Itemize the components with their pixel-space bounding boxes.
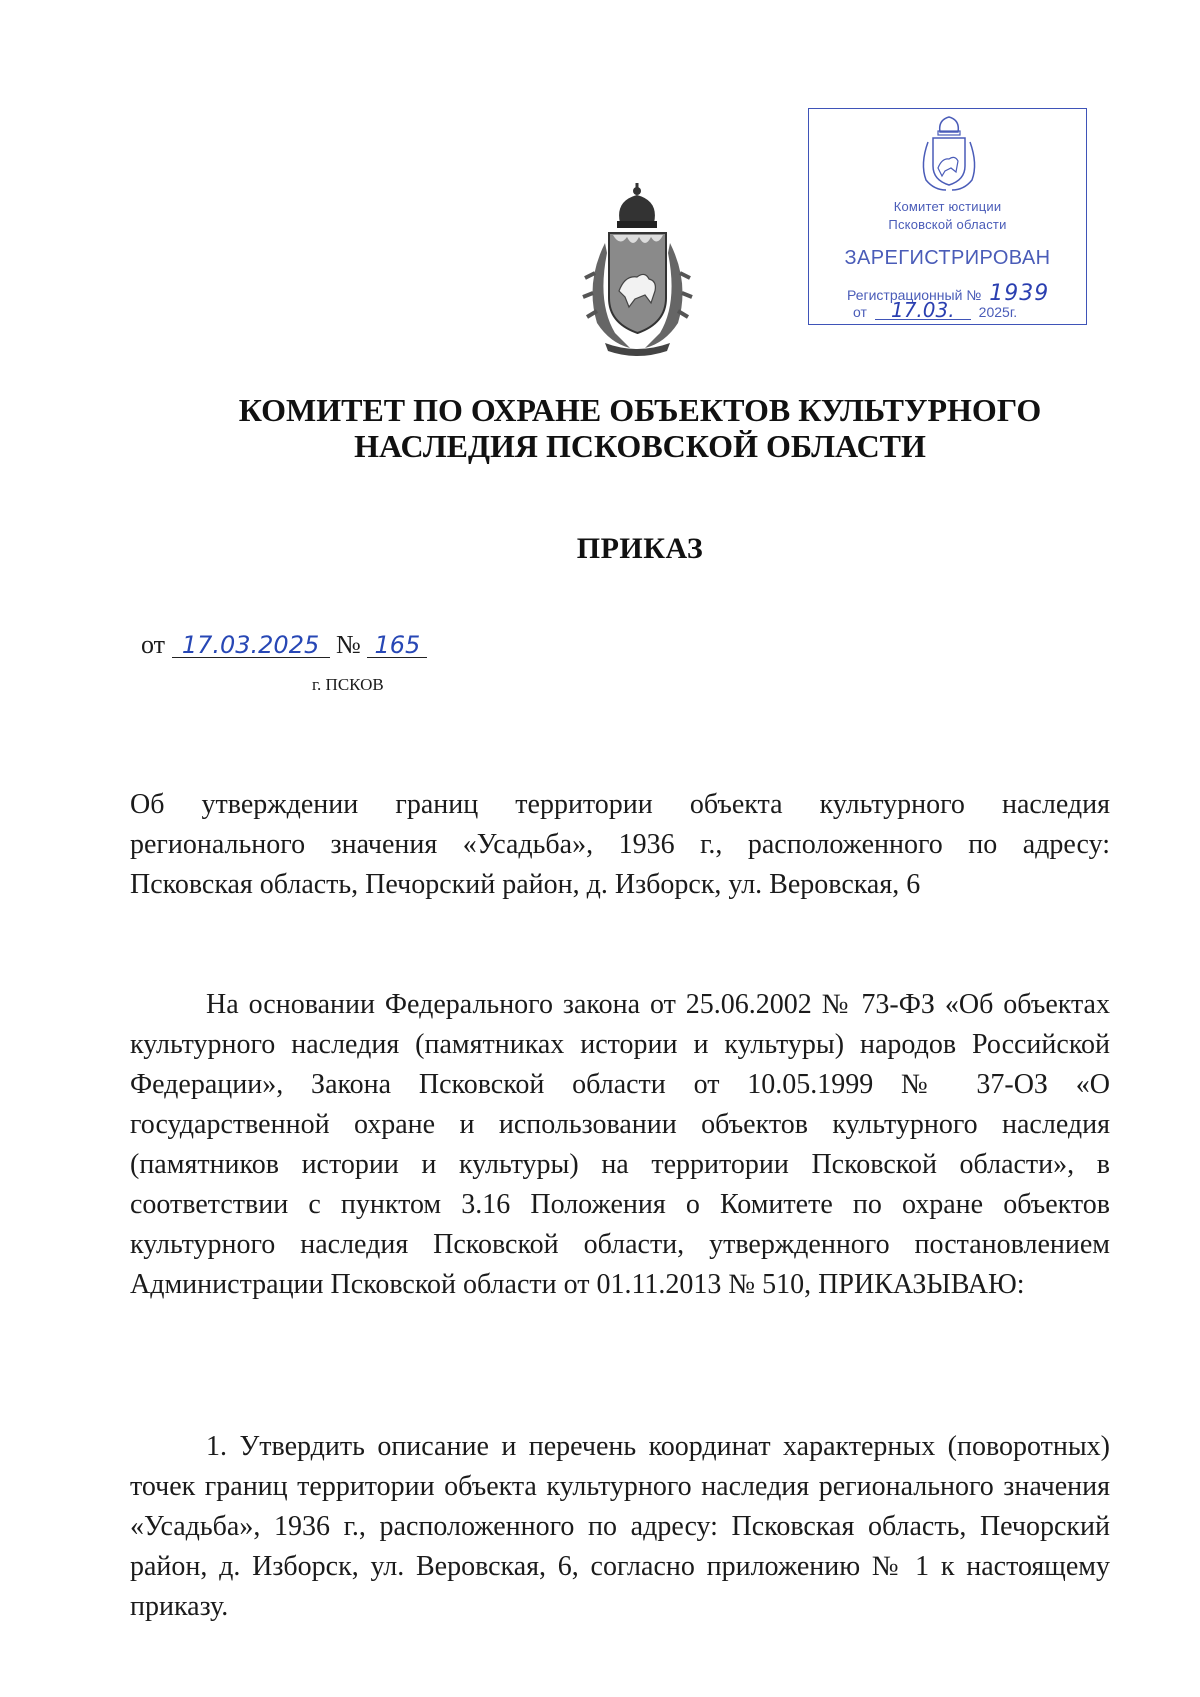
coat-of-arms-emblem [575, 183, 700, 358]
order-date-prefix: от [141, 630, 166, 659]
order-city: г. ПСКОВ [312, 675, 384, 694]
stamp-date-prefix: от [853, 304, 867, 320]
org-name-line-2: НАСЛЕДИЯ ПСКОВСКОЙ ОБЛАСТИ [354, 428, 926, 464]
order-number-prefix: № [336, 630, 361, 659]
order-date-number-line [141, 630, 427, 660]
order-subject: Об утверждении границ территории объекта культурного наследия регионального значения «Усадьба», 1936 г., расположенного по адресу: Псковская область, Печорский район, д. Изборск, ул. Веровская, 6 [130, 789, 1110, 900]
body-paragraph-basis: На основании Федерального закона от 25.06.2002 № 73-ФЗ «Об объектах культурного наследия (памятниках истории и культуры) народов Российской Федерации», Закона Псковской области от 10.05.1999 № 37-ОЗ «О государственной охране и использовании объектов культурного наследия (памятников истории и культуры) на территории Псковской области», в соответствии с пунктом 3.16 Положения о Комитете по охране объектов культурного наследия Псковской области, утвержденного постановлением Администрации Псковской области от 01.11.2013 № 510, ПРИКАЗЫВАЮ: [130, 989, 1110, 1300]
registration-stamp [808, 108, 1087, 325]
stamp-reg-number: 1939 [989, 281, 1050, 306]
order-date: 17.03.2025 [172, 633, 330, 658]
stamp-date-row [853, 298, 1018, 322]
stamp-registered-label: ЗАРЕГИСТРИРОВАН [844, 247, 1051, 269]
order-number: 165 [367, 633, 427, 658]
document-type-title: ПРИКАЗ [576, 532, 704, 565]
body-paragraph-item-1: 1. Утвердить описание и перечень координат характерных (поворотных) точек границ территории объекта культурного наследия регионального значения «Усадьба», 1936 г., расположенного по адресу: Псковская область, Печорский район, д. Изборск, ул. Веровская, 6, согласно приложению № 1 к настоящему приказу. [130, 1431, 1110, 1622]
stamp-year-suffix: 2025г. [978, 304, 1018, 320]
stamp-coat-of-arms-icon [918, 114, 980, 192]
org-name-line-1: КОМИТЕТ ПО ОХРАНЕ ОБЪЕКТОВ КУЛЬТУРНОГО [238, 392, 1042, 428]
stamp-org-line-2: Псковской области [888, 217, 1007, 232]
stamp-reg-date: 17.03. [875, 301, 971, 320]
stamp-org-line-1: Комитет юстиции [893, 199, 1002, 214]
stamp-reg-number-label: Регистрационный № [847, 287, 982, 303]
